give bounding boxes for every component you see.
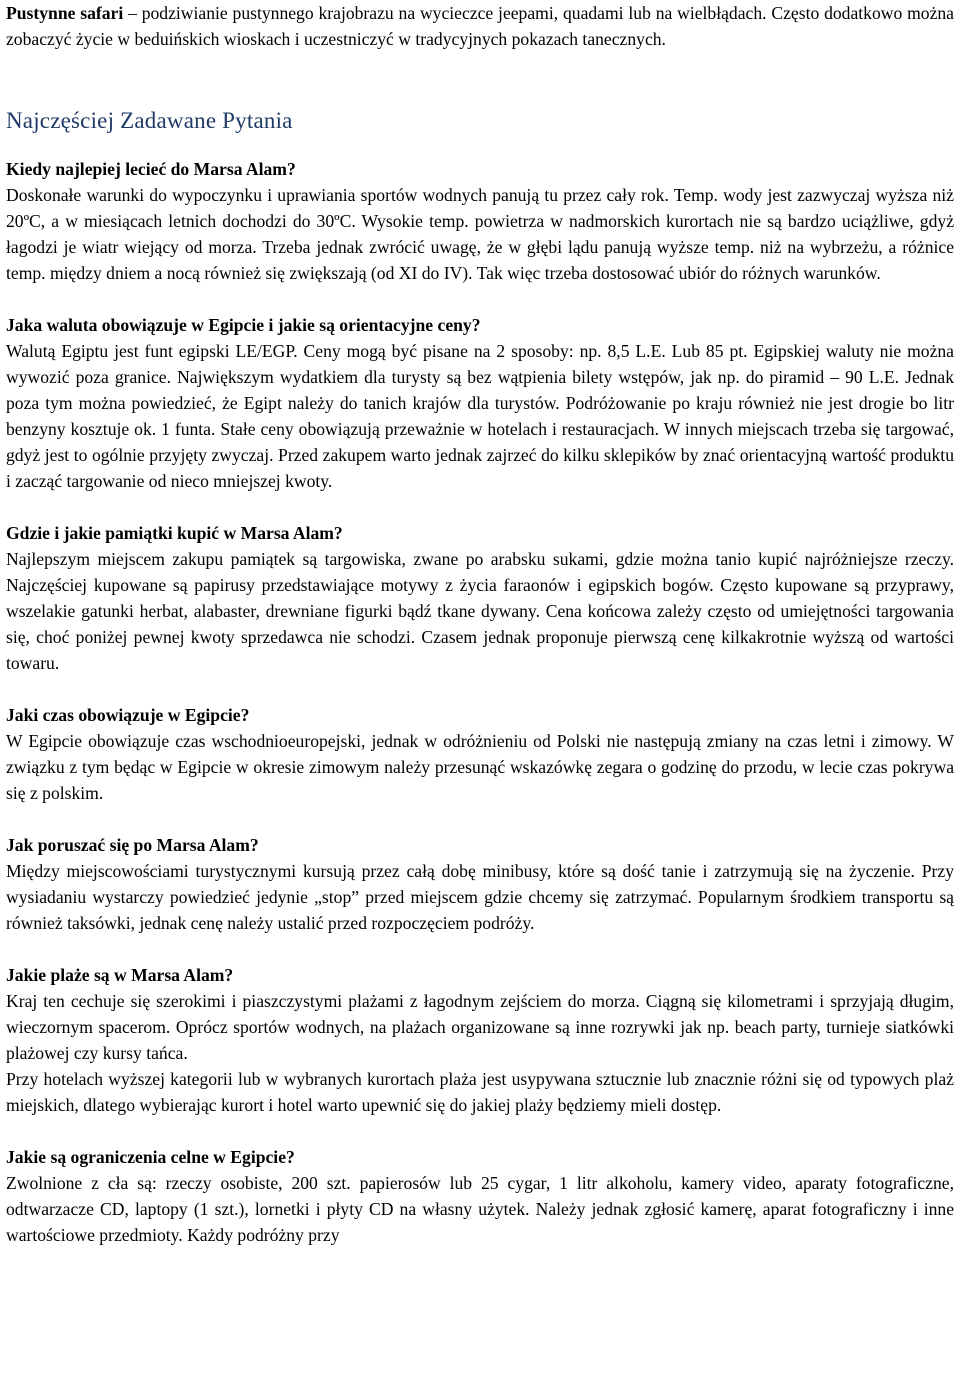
faq-question: Jaka waluta obowiązuje w Egipcie i jakie są orientacyjne ceny?: [6, 315, 481, 335]
faq-answer: [6, 338, 954, 494]
faq-answer: [6, 988, 954, 1118]
faq-question: Jakie są ograniczenia celne w Egipcie?: [6, 1147, 295, 1167]
faq-answer-paragraph: Walutą Egiptu jest funt egipski LE/EGP. Ceny mogą być pisane na 2 sposoby: np. 8,5 L.E. Lub 85 pt. Egipskiej waluty nie można wywozić poza granice. Największym wydatkiem dla turysty są bez wątpienia bilety wstępów, jak np. do piramid – 90 L.E. Jednak poza tym można powiedzieć, że Egipt należy do tanich krajów dla turystów. Podróżowanie po kraju również nie jest drogie bo litr benzyny kosztuje ok. 1 funta. Stałe ceny obowiązują przeważnie w hotelach i restauracjach. W innych miejscach trzeba się targować, gdyż jest to ogólnie przyjęty zwyczaj. Przed zakupem warto jednak zajrzeć do kilku sklepików by znać orientacyjną wartość produktu i zacząć targowanie od nieco mniejszej kwoty.: [6, 341, 954, 491]
faq-answer: [6, 182, 954, 286]
faq-answer: [6, 546, 954, 676]
faq-item: [6, 520, 954, 676]
faq-question: Kiedy najlepiej lecieć do Marsa Alam?: [6, 159, 296, 179]
faq-item: [6, 832, 954, 936]
faq-answer: [6, 858, 954, 936]
faq-list: [6, 156, 954, 1248]
intro-term: Pustynne safari: [6, 3, 124, 23]
faq-answer-paragraph: Między miejscowościami turystycznymi kursują przez całą dobę minibusy, które są dość tanie i zatrzymują się na życzenie. Przy wysiadaniu wystarczy powiedzieć jedynie „stop” przed miejscem gdzie chcemy się zatrzymać. Popularnym środkiem transportu są również taksówki, jednak cenę należy ustalić przed rozpoczęciem podróży.: [6, 861, 954, 933]
faq-item: [6, 156, 954, 286]
faq-question: Jak poruszać się po Marsa Alam?: [6, 835, 259, 855]
faq-item: [6, 962, 954, 1118]
faq-question: Jaki czas obowiązuje w Egipcie?: [6, 705, 250, 725]
faq-answer-paragraph: Kraj ten cechuje się szerokimi i piaszczystymi plażami z łagodnym zejściem do morza. Ciągną się kilometrami i sprzyjają długim, wieczornym spacerom. Oprócz sportów wodnych, na plażach organizowane są inne rozrywki jak np. beach party, turnieje siatkówki plażowej czy kursy tańca.: [6, 991, 954, 1063]
intro-text: – podziwianie pustynnego krajobrazu na wycieczce jeepami, quadami lub na wielbłądach. Często dodatkowo można zobaczyć życie w beduińskich wioskach i uczestniczyć w tradycyjnych pokazach tanecznych.: [6, 3, 954, 49]
faq-answer-paragraph: Najlepszym miejscem zakupu pamiątek są targowiska, zwane po arabsku sukami, gdzie można tanio kupić najróżniejsze rzeczy. Najczęściej kupowane są papirusy przedstawiające motywy z życia faraonów i egipskich bogów. Często kupowane są przyprawy, wszelakie gatunki herbat, alabaster, drewniane figurki bądź tkane dywany. Cena końcowa zależy często od umiejętności targowania się, choć poniżej pewnej kwoty sprzedawca nie schodzi. Czasem jednak proponuje pierwszą cenę kilkakrotnie wyższą od wartości towaru.: [6, 549, 954, 673]
faq-answer-paragraph: Doskonałe warunki do wypoczynku i uprawiania sportów wodnych panują tu przez cały rok. Temp. wody jest zazwyczaj wyższa niż 20ºC, a w miesiącach letnich dochodzi do 30ºC. Wysokie temp. powietrza w nadmorskich kurortach nie są bardzo uciążliwe, gdyż łagodzi je wiatr wiejący od morza. Trzeba jednak zwrócić uwagę, że w głębi lądu panują wyższe temp. niż na wybrzeżu, a różnice temp. między dniem a nocą również się zwiększają (od XI do IV). Tak więc trzeba dostosować ubiór do różnych warunków.: [6, 185, 954, 283]
faq-answer: [6, 728, 954, 806]
faq-answer-paragraph: Przy hotelach wyższej kategorii lub w wybranych kurortach plaża jest usypywana sztucznie lub znacznie różni się od typowych plaż miejskich, dlatego wybierając kurort i hotel warto upewnić się do jakiej plaży będziemy mieli dostęp.: [6, 1069, 954, 1115]
intro-paragraph: [6, 0, 954, 52]
faq-question: Jakie plaże są w Marsa Alam?: [6, 965, 234, 985]
faq-question: Gdzie i jakie pamiątki kupić w Marsa Alam?: [6, 523, 343, 543]
faq-section-title: Najczęściej Zadawane Pytania: [6, 108, 293, 133]
faq-answer-paragraph: W Egipcie obowiązuje czas wschodnioeuropejski, jednak w odróżnieniu od Polski nie następują zmiany na czas letni i zimowy. W związku z tym będąc w Egipcie w okresie zimowym należy przesunąć wskazówkę zegara o godzinę do przodu, w lecie czas pokrywa się z polskim.: [6, 731, 954, 803]
faq-item: [6, 312, 954, 494]
faq-answer-paragraph: Zwolnione z cła są: rzeczy osobiste, 200 szt. papierosów lub 25 cygar, 1 litr alkoholu, kamery video, aparaty fotograficzne, odtwarzacze CD, laptopy (1 szt.), lornetki i płyty CD na własny użytek. Należy jednak zgłosić kamerę, aparat fotograficzny i inne wartościowe przedmioty. Każdy podróżny przy: [6, 1173, 954, 1245]
faq-answer: [6, 1170, 954, 1248]
faq-item: [6, 1144, 954, 1248]
faq-item: [6, 702, 954, 806]
